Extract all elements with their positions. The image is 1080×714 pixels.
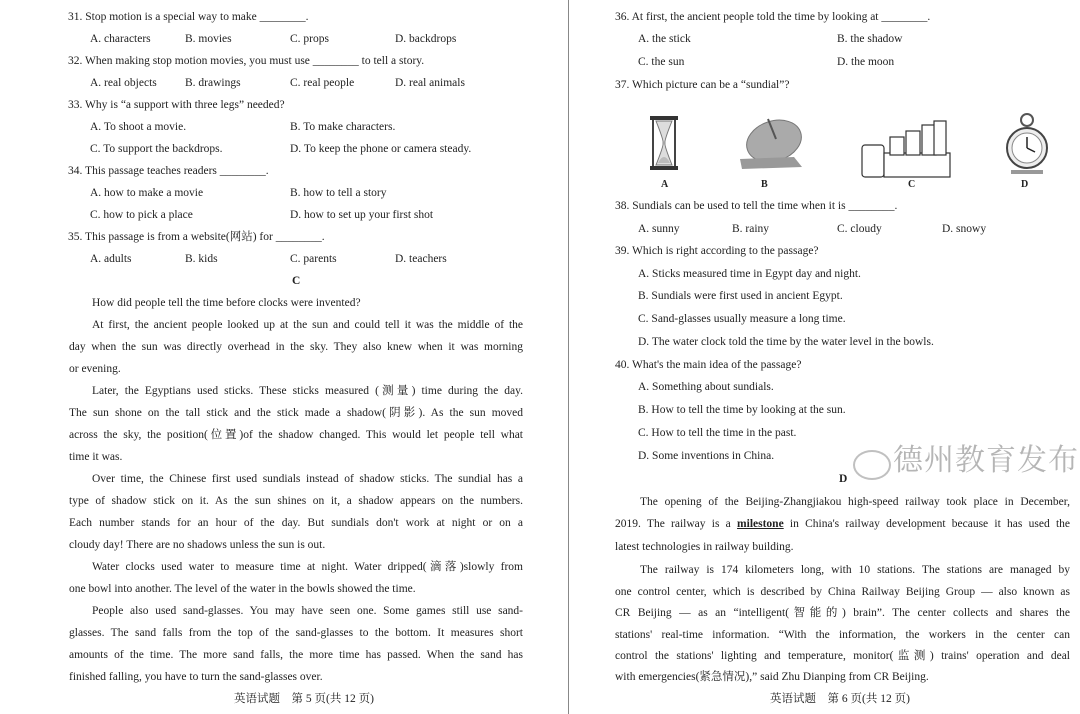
option: C. real people: [290, 77, 355, 89]
option: D. the moon: [837, 56, 895, 68]
passage-line: Later, the Egyptians used sticks. These sticks measured (测量) time during the day.: [92, 385, 523, 397]
question-31: 31. Stop motion is a special way to make ________.: [68, 11, 309, 23]
picture-label-a: A: [661, 179, 669, 190]
picture-label-d: D: [1021, 179, 1029, 190]
option: A. the stick: [638, 33, 691, 45]
option: C. Sand-glasses usually measure a long time.: [638, 313, 846, 325]
pocket-watch-picture: [1005, 112, 1049, 176]
passage-text: in China's railway development because it has used the: [783, 518, 1070, 530]
option: B. Sundials were first used in ancient Egypt.: [638, 290, 843, 302]
passage-line: stations' real-time information. “With the information, the workers in the center can: [615, 629, 1070, 641]
option: D. Some inventions in China.: [638, 450, 775, 462]
page-footer: 英语试题 第 5 页(共 12 页): [234, 693, 374, 705]
option: C. To support the backdrops.: [90, 143, 223, 155]
option: A. Something about sundials.: [638, 381, 774, 393]
picture-label-c: C: [908, 179, 916, 190]
passage-line: Over time, the Chinese first used sundials instead of shadow sticks. The sundial has a: [92, 473, 523, 485]
sundial-picture: [738, 115, 804, 173]
option: C. props: [290, 33, 329, 45]
question-36: 36. At first, the ancient people told the time by looking at ________.: [615, 11, 931, 23]
passage-line: or evening.: [69, 363, 121, 375]
wechat-logo-icon: [853, 450, 891, 480]
option: B. How to tell the time by looking at the sun.: [638, 404, 846, 416]
passage-line: type of shadow stick on it. As the sun shines on it, a shadow appears on the numbers.: [69, 495, 523, 507]
question-37: 37. Which picture can be a “sundial”?: [615, 79, 790, 91]
passage-line: latest technologies in railway building.: [615, 541, 794, 553]
option: A. real objects: [90, 77, 157, 89]
option: B. rainy: [732, 223, 770, 235]
option: B. how to tell a story: [290, 187, 387, 199]
option: B. kids: [185, 253, 218, 265]
passage-line: glasses. The sand falls from the top of the sand-glasses to the bottom. It measures short: [69, 627, 523, 639]
option: D. backdrops: [395, 33, 457, 45]
passage-line: cloudy day! There are no shadows unless the sun is out.: [69, 539, 326, 551]
option: D. teachers: [395, 253, 447, 265]
hourglass-picture: [648, 115, 680, 171]
passage-line: The sun shone on the tall stick and the stick made a shadow(阴影). As the sun moved: [69, 407, 523, 419]
option: C. how to pick a place: [90, 209, 193, 221]
passage-line: across the sky, the position(位置)of the shadow changed. This would let people tell what: [69, 429, 523, 441]
passage-line: At first, the ancient people looked up at the sun and could tell it was the middle of the: [92, 319, 523, 331]
question-33: 33. Why is “a support with three legs” needed?: [68, 99, 285, 111]
option: A. sunny: [638, 223, 680, 235]
question-35: 35. This passage is from a website(网站) for ________.: [68, 231, 325, 243]
option: B. drawings: [185, 77, 241, 89]
passage-line: day when the sun was directly overhead in the sky. They also knew when it was morning: [69, 341, 523, 353]
passage-line: Each number stands for an hour of the day. But sundials don't work at night or on a: [69, 517, 523, 529]
question-38: 38. Sundials can be used to tell the time when it is ________.: [615, 200, 898, 212]
passage-line: amounts of the time. The more sand falls, the more time has passed. When the sand has: [69, 649, 523, 661]
question-40: 40. What's the main idea of the passage?: [615, 359, 802, 371]
option: A. To shoot a movie.: [90, 121, 187, 133]
passage-line: Water clocks used water to measure time at night. Water dripped(滴落)slowly from: [92, 561, 523, 573]
milestone-keyword: milestone: [737, 518, 784, 530]
option: A. Sticks measured time in Egypt day and night.: [638, 268, 861, 280]
passage-line: time it was.: [69, 451, 123, 463]
option: B. the shadow: [837, 33, 903, 45]
passage-line: People also used sand-glasses. You may have seen one. Some games still use sand-: [92, 605, 523, 617]
option: D. To keep the phone or camera steady.: [290, 143, 472, 155]
option: D. real animals: [395, 77, 465, 89]
watermark: 德州教育发布: [893, 443, 1079, 478]
question-39: 39. Which is right according to the passage?: [615, 245, 819, 257]
option: D. The water clock told the time by the water level in the bowls.: [638, 336, 934, 348]
option: B. To make characters.: [290, 121, 396, 133]
passage-line: finished falling, you have to turn the sand-glasses over.: [69, 671, 323, 683]
question-32: 32. When making stop motion movies, you must use ________ to tell a story.: [68, 55, 425, 67]
option: B. movies: [185, 33, 232, 45]
passage-line: [615, 517, 1070, 531]
passage-line: The railway is 174 kilometers long, with 10 stations. The stations are managed by: [640, 564, 1070, 576]
page-divider: [568, 0, 569, 714]
option: C. the sun: [638, 56, 685, 68]
passage-text: 2019. The railway is a: [615, 518, 738, 530]
passage-line: CR Beijing — as an “intelligent(智能的) brain”. The center collects and shares the: [615, 607, 1070, 619]
option: C. How to tell the time in the past.: [638, 427, 797, 439]
section-heading-d: D: [839, 473, 848, 485]
option: C. parents: [290, 253, 337, 265]
passage-line: control the stations' lighting and temperature, monitor(监测) trains' operation and deal: [615, 650, 1070, 662]
picture-label-b: B: [761, 179, 768, 190]
question-34: 34. This passage teaches readers ________.: [68, 165, 269, 177]
option: A. how to make a movie: [90, 187, 204, 199]
water-clock-picture: [860, 115, 952, 179]
option: D. how to set up your first shot: [290, 209, 434, 221]
passage-line: one bowl into another. The level of the water in the bowls showed the time.: [69, 583, 416, 595]
passage-line: How did people tell the time before clocks were invented?: [92, 297, 361, 309]
option: A. adults: [90, 253, 132, 265]
passage-line: The opening of the Beijing-Zhangjiakou high-speed railway took place in December,: [640, 496, 1070, 508]
passage-line: with emergencies(紧急情况),” said Zhu Dianping from CR Beijing.: [615, 671, 929, 683]
option: A. characters: [90, 33, 151, 45]
page-footer: 英语试题 第 6 页(共 12 页): [770, 693, 910, 705]
section-heading-c: C: [292, 275, 301, 287]
option: D. snowy: [942, 223, 987, 235]
option: C. cloudy: [837, 223, 882, 235]
passage-line: one control center, which is described by China Railway Beijing Group — also known as: [615, 586, 1070, 598]
